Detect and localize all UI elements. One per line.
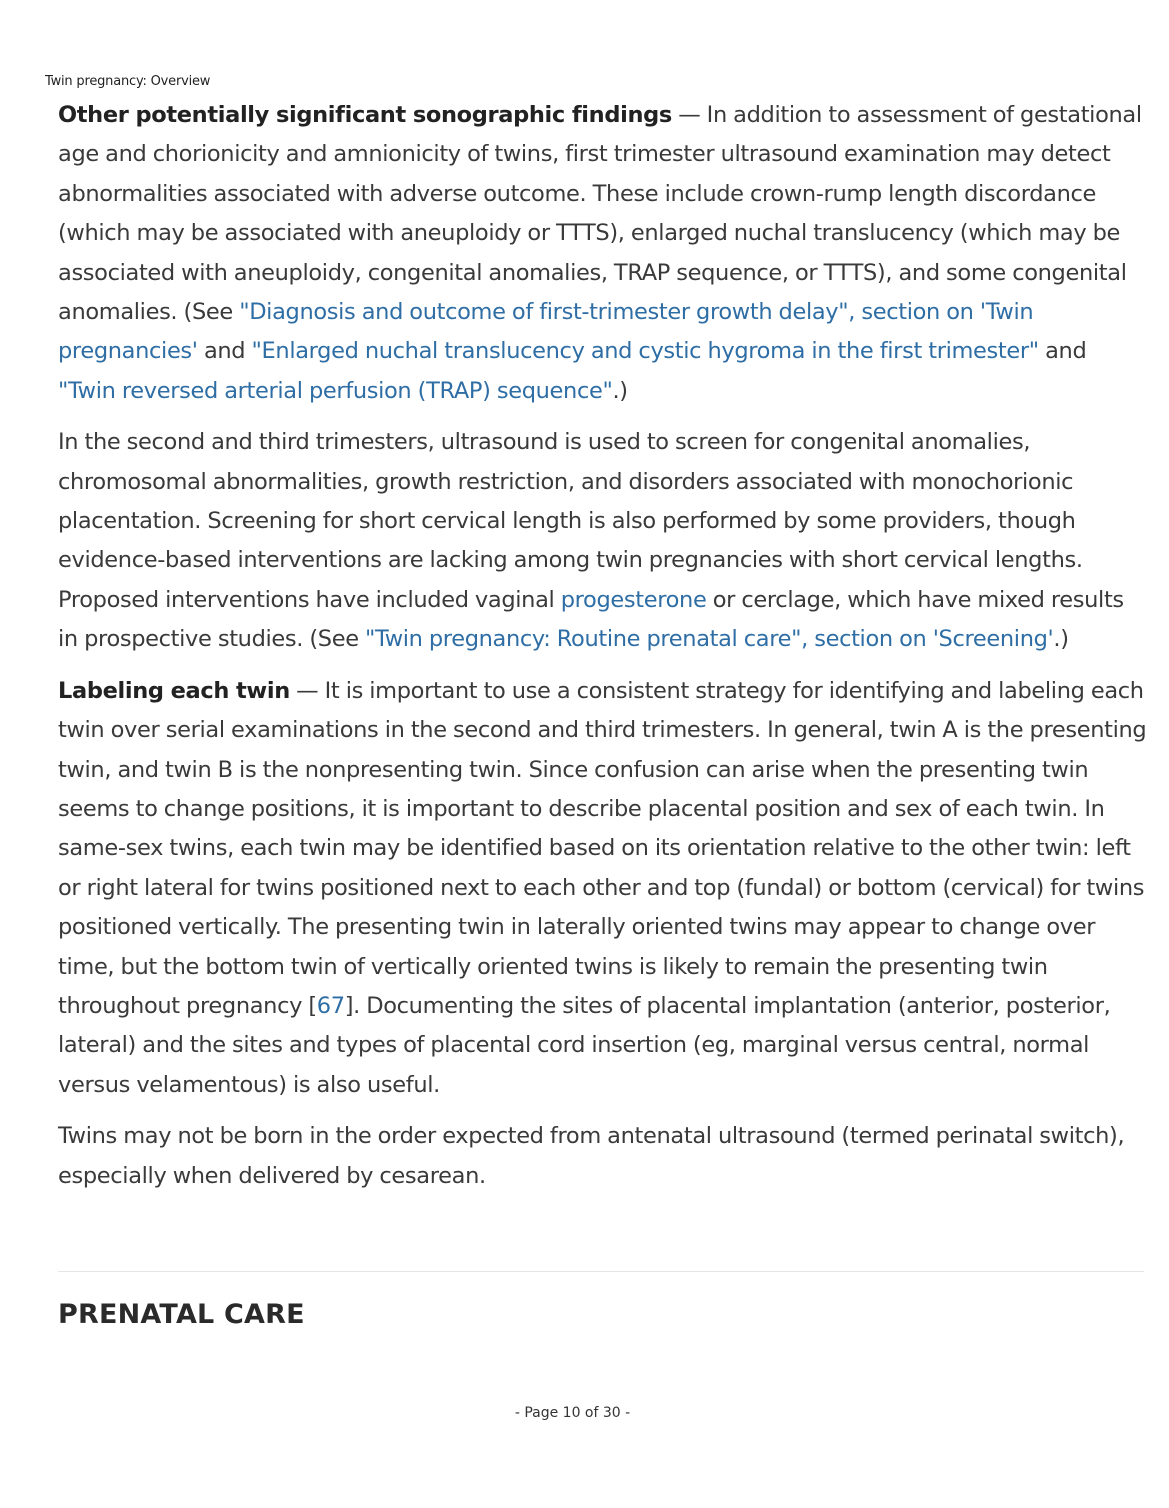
running-title: Twin pregnancy: Overview [45, 74, 211, 89]
paragraph-heading: Other potentially significant sonographic findings [58, 102, 672, 128]
link-first-trimester-growth-delay[interactable]: "Diagnosis and outcome of first-trimester growth delay", section on 'Twin pregnancies' [58, 299, 1034, 365]
paragraph-sonographic-findings: Other potentially significant sonographic findings — In addition to assessment of gestational age and chorionicity and amnionicity of twins, first trimester ultrasound examination may detect abnormalities associated with adverse outcome. These include crown-rump length discordance (which may be associated with aneuploidy or TTTS), enlarged nuchal translucency (which may be associated with aneuploidy, congenital anomalies, TRAP sequence, or TTTS), and some congenital anomalies. (See "Diagnosis and outcome of first-trimester growth delay", section on 'Twin pregnancies' and "Enlarged nuchal translucency and cystic hygroma in the first trimester" and "Twin reversed arterial perfusion (TRAP) sequence".) [58, 102, 1142, 404]
paragraph-heading: Labeling each twin [58, 677, 290, 704]
paragraph-perinatal-switch: Twins may not be born in the order expected from antenatal ultrasound (termed perinatal switch), especially when delivered by cesarean. [58, 1123, 1125, 1189]
link-progesterone[interactable]: progesterone [560, 586, 707, 613]
section-divider [58, 1271, 1144, 1272]
link-trap-sequence[interactable]: "Twin reversed arterial perfusion (TRAP) sequence" [58, 377, 613, 404]
article-body [58, 96, 1148, 1208]
link-enlarged-nuchal-translucency[interactable]: "Enlarged nuchal translucency and cystic hygroma in the first trimester" [251, 338, 1039, 365]
paragraph-second-third-trimesters: In the second and third trimesters, ultrasound is used to screen for congenital anomalies, chromosomal abnormalities, growth restriction, and disorders associated with monochorionic placentation. Screening for short cervical length is also performed by some providers, though evidence-based interventions are lacking among twin pregnancies with short cervical lengths. Proposed interventions have included vaginal progesterone or cerclage, which have mixed results in prospective studies. (See "Twin pregnancy: Routine prenatal care", section on 'Screening'.) [58, 429, 1124, 653]
paragraph-labeling-each-twin: Labeling each twin — It is important to use a consistent strategy for identifying and labeling each twin over serial examinations in the second and third trimesters. In general, twin A is the presenting twin, and twin B is the nonpresenting twin. Since confusion can arise when the presenting twin seems to change positions, it is important to describe placental position and sex of each twin. In same-sex twins, each twin may be identified based on its orientation relative to the other twin: left or right lateral for twins positioned next to each other and top (fundal) or bottom (cervical) for twins positioned vertically. The presenting twin in laterally oriented twins may appear to change over time, but the bottom twin of vertically oriented twins is likely to remain the presenting twin throughout pregnancy [67]. Documenting the sites of placental implantation (anterior, posterior, lateral) and the sites and types of placental cord insertion (eg, marginal versus central, normal versus velamentous) is also useful. [58, 677, 1147, 1098]
link-routine-prenatal-care[interactable]: "Twin pregnancy: Routine prenatal care", section on 'Screening' [365, 626, 1054, 653]
reference-link-67[interactable]: 67 [316, 992, 345, 1019]
page-number: - Page 10 of 30 - [514, 1405, 631, 1421]
section-title-prenatal-care: PRENATAL CARE [58, 1299, 305, 1330]
